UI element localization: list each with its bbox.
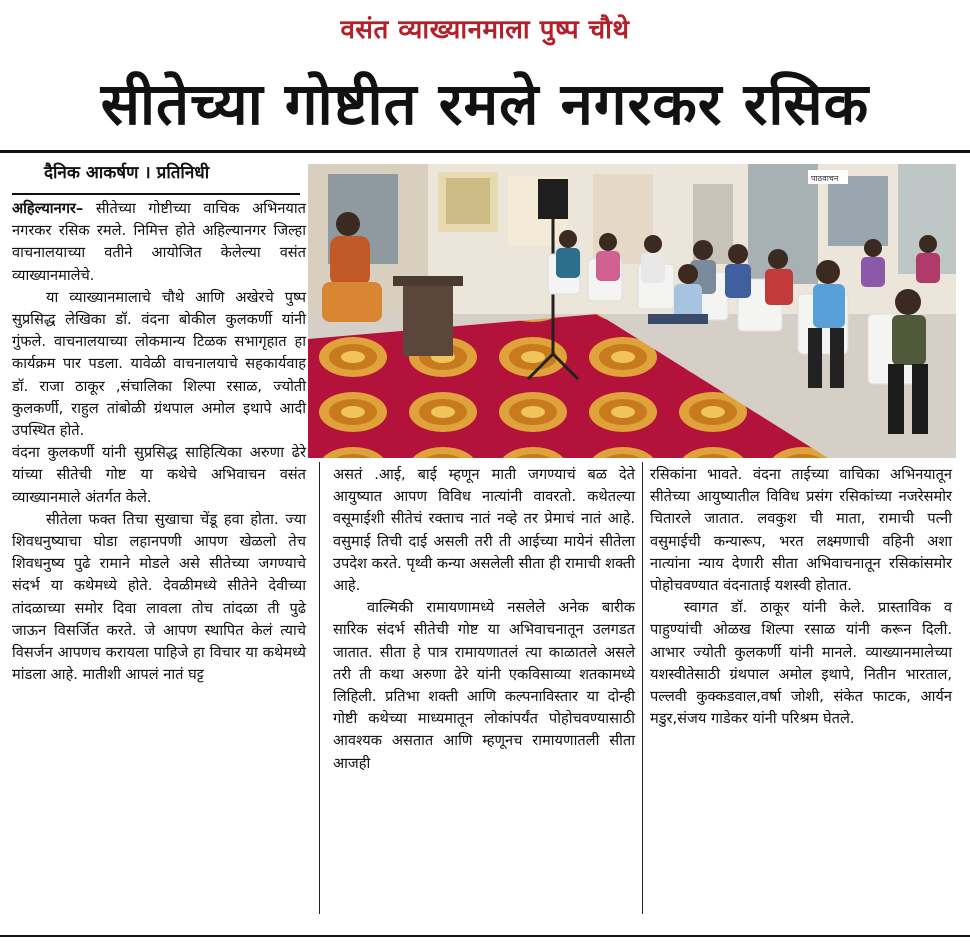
byline: दैनिक आकर्षण । प्रतिनिधी: [44, 163, 210, 183]
article-column-1: [12, 198, 306, 686]
paragraph: स्वागत डॉ. ठाकूर यांनी केले. प्रास्ताविक व पाहुण्यांची ओळख शिल्पा रसाळ यांनी करून दिली. आभार ज्योती कुलकर्णी यांनी मानले. व्याख्यानमालेच्या यशस्वीतेसाठी ग्रंथपाल अमोल इथापे, नितीन भारताल, पल्लवी कुक्कडवाल,वर्षा जोशी, संकेत फाटक, आर्यन मडुर,संजय गाडेकर यांनी परिश्रम घेतले.: [650, 599, 952, 728]
paragraph: या व्याख्यानमालाचे चौथे आणि अखेरचे पुष्प सुप्रसिद्ध लेखिका डॉ. वंदना बोकील कुलकर्णी यांनी गुंफले. वाचनालयाच्या लोकमान्य टिळक सभागृहात हा कार्यक्रम पार पडला. यावेळी वाचनालयाचे सहकार्यवाह डॉ. राजा ठाकूर ,संचालिका शिल्पा रसाळ, ज्योती कुलकर्णी, राहुल तांबोळी ग्रंथपाल अमोल इथापे आदी उपस्थित होते.: [12, 288, 306, 440]
byline-rule: [12, 193, 300, 195]
column-divider: [642, 462, 643, 914]
paragraph: रसिकांना भावते. वंदना ताईच्या वाचिका अभिनयातून सीतेच्या आयुष्यातील विविध प्रसंग रसिकांच्या नजरेसमोर चितारले जातात. लवकुश ची माता, रामाची पत्नी वसुमाईची कन्यारूप, भरत लक्ष्मणाची वहिनी अशा नात्यांना न्याय देणारी सीता अभिवाचनातून रसिकांसमोर पोहोचवण्यात वंदनाताई यशस्वी होतात.: [650, 466, 952, 595]
paragraph: सीतेच्या गोष्टीच्या वाचिक अभिनयात नगरकर रसिक रमले. निमित्त होते अहिल्यानगर जिल्हा वाचनालयाच्या वतीने आयोजित केलेल्या वसंत व्याख्यानमालेचे.: [12, 200, 306, 284]
kicker: वसंत व्याख्यानमाला पुष्प चौथे: [340, 15, 630, 45]
hall-sign: पाठवाचन: [811, 174, 839, 183]
event-photo: [308, 164, 956, 458]
paragraph: वंदना कुलकर्णी यांनी सुप्रसिद्ध साहित्यिका अरुणा ढेरे यांच्या सीतेची गोष्ट या कथेचे अभिवाचन वसंत व्याख्यानमाले अंतर्गत केले.: [12, 444, 306, 506]
column-divider: [319, 462, 320, 914]
paragraph: वाल्मिकी रामायणामध्ये नसलेले अनेक बारीक सारिक संदर्भ सीतेची गोष्ट या अभिवाचनातून उलगडत जातात. सीता हे पात्र रामायणातलं त्या काळातले असले तरी ती कथा अरुणा ढेरे यांनी एकविसाव्या शतकामध्ये लिहिली. प्रतिभा शक्ती आणि कल्पनाविस्तार या दोन्ही गोष्टी कथेच्या माध्यमातून लोकांपर्यंत पोहोचवण्यासाठी आवश्यक असतात आणि म्हणूनच रामायणातली सीता आजही: [333, 599, 635, 772]
article-column-3: [650, 464, 952, 730]
headline: सीतेच्या गोष्टीत रमले नगरकर रसिक: [100, 70, 870, 138]
headline-rule: [0, 150, 970, 153]
paragraph: असतं .आई, बाई म्हणून माती जगण्याचं बळ देते आयुष्यात आपण विविध नात्यांनी वावरतो. कथेतल्या वसूमाईशी सीतेचं रक्ताच नातं नव्हे तर प्रेमाचं नातं आहे. वसुमाई तिची दाई असली तरी ती आईच्या मायेनं सीतेला उपदेश करते. पृथ्वी कन्या असलेली सीता ही रामाची शक्ती आहे.: [333, 466, 635, 595]
bottom-rule: [0, 935, 970, 937]
paragraph: सीतेला फक्त तिचा सुखाचा चेंडू हवा होता. ज्या शिवधनुष्याचा घोडा लहानपणी आपण खेळलो तेच शिवधनुष्य पुढे रामाने मोडले असे सीतेच्या जगण्याचे संदर्भ या कथेमध्ये होते. देवळीमध्ये सीतेने देवीच्या तांदळाच्या समोर दिवा लावला तोच तांदळा ती पुढे जाऊन विसर्जित करते. जे आपण स्थापित केलं त्याचे विसर्जन आपणच करायला पाहिजे हा विचार या कथेमध्ये मांडला आहे. मातीशी आपलं नातं घट्ट: [12, 510, 306, 684]
dateline: अहिल्यानगर–: [12, 200, 84, 217]
article-column-2: [333, 464, 635, 775]
